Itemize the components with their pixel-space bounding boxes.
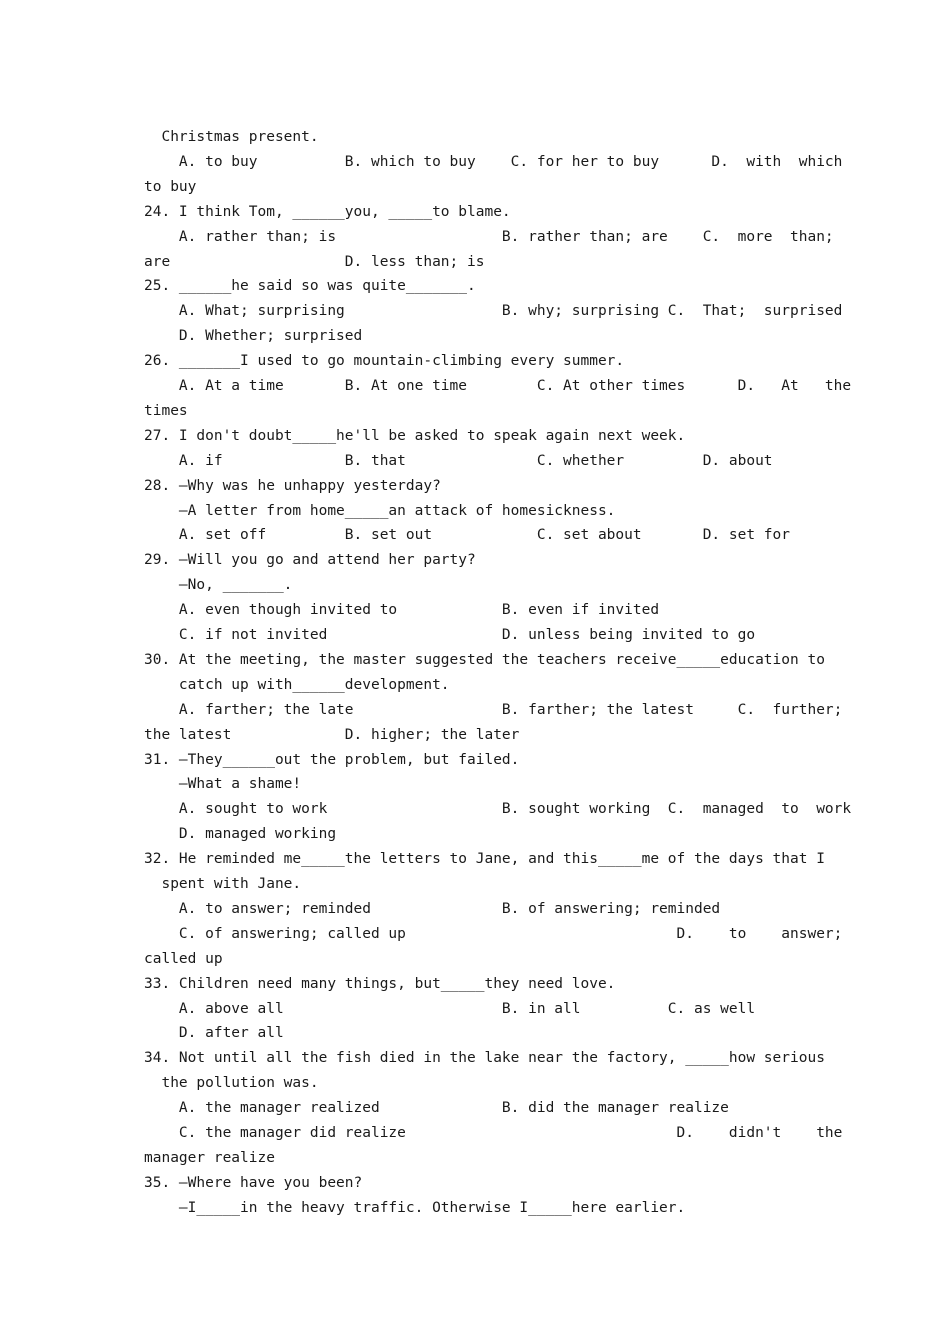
text-line: A. even though invited to B. even if invited bbox=[144, 602, 660, 619]
text-line: 33. Children need many things, but_____they need love. bbox=[144, 975, 616, 992]
text-line: 25. ______he said so was quite_______. bbox=[144, 278, 476, 295]
text-line: —What a shame! bbox=[144, 776, 302, 793]
text-line: A. farther; the late B. farther; the latest C. further; bbox=[144, 701, 843, 718]
text-line: 24. I think Tom, ______you, _____to blame. bbox=[144, 203, 511, 220]
text-line: D. after all bbox=[144, 1025, 284, 1042]
text-line: —I_____in the heavy traffic. Otherwise I_____here earlier. bbox=[144, 1199, 686, 1216]
text-line: C. of answering; called up D. to answer; bbox=[144, 925, 843, 942]
text-line: to buy bbox=[144, 178, 197, 195]
text-line: A. to buy B. which to buy C. for her to buy D. with which bbox=[144, 153, 843, 170]
text-line: C. the manager did realize D. didn't the bbox=[144, 1125, 843, 1141]
text-line: 27. I don't doubt_____he'll be asked to speak again next week. bbox=[144, 427, 686, 444]
text-line: A. the manager realized B. did the manager realize bbox=[144, 1100, 729, 1117]
text-line: the pollution was. bbox=[144, 1075, 319, 1092]
text-line: 29. —Will you go and attend her party? bbox=[144, 552, 476, 569]
text-line: —No, _______. bbox=[144, 577, 293, 594]
text-line: D. Whether; surprised bbox=[144, 328, 363, 345]
text-line: A. if B. that C. whether D. about bbox=[144, 452, 773, 469]
text-line: 28. —Why was he unhappy yesterday? bbox=[144, 477, 441, 494]
text-line: manager realize bbox=[144, 1149, 275, 1166]
text-line: 35. —Where have you been? bbox=[144, 1174, 363, 1191]
text-line: catch up with______development. bbox=[144, 676, 450, 693]
text-line: A. to answer; reminded B. of answering; reminded bbox=[144, 900, 721, 917]
text-line: D. managed working bbox=[144, 826, 337, 843]
text-line: 32. He reminded me_____the letters to Jane, and this_____me of the days that I bbox=[144, 851, 825, 868]
text-line: A. rather than; is B. rather than; are C. more than; bbox=[144, 228, 834, 245]
text-line: A. What; surprising B. why; surprising C. That; surprised bbox=[144, 303, 843, 320]
text-line: 31. —They______out the problem, but failed. bbox=[144, 751, 520, 768]
text-line: are D. less than; is bbox=[144, 253, 485, 270]
text-line: the latest D. higher; the later bbox=[144, 726, 520, 743]
text-line: 30. At the meeting, the master suggested the teachers receive_____education to bbox=[144, 651, 825, 668]
text-line: A. above all B. in all C. as well bbox=[144, 1000, 756, 1017]
text-line: called up bbox=[144, 950, 223, 967]
text-line: A. sought to work B. sought working C. managed to work bbox=[144, 801, 852, 818]
text-line: 34. Not until all the fish died in the lake near the factory, _____how serious bbox=[144, 1050, 825, 1067]
text-line: —A letter from home_____an attack of homesickness. bbox=[144, 502, 616, 519]
text-line: C. if not invited D. unless being invited to go bbox=[144, 627, 756, 643]
text-line: times bbox=[144, 402, 188, 419]
text-line: spent with Jane. bbox=[144, 876, 302, 892]
text-line: A. At a time B. At one time C. At other times D. At the bbox=[144, 378, 852, 394]
text-line: Christmas present. bbox=[144, 129, 319, 145]
text-line: 26. _______I used to go mountain-climbing every summer. bbox=[144, 353, 625, 370]
text-line: A. set off B. set out C. set about D. set for bbox=[144, 527, 791, 544]
